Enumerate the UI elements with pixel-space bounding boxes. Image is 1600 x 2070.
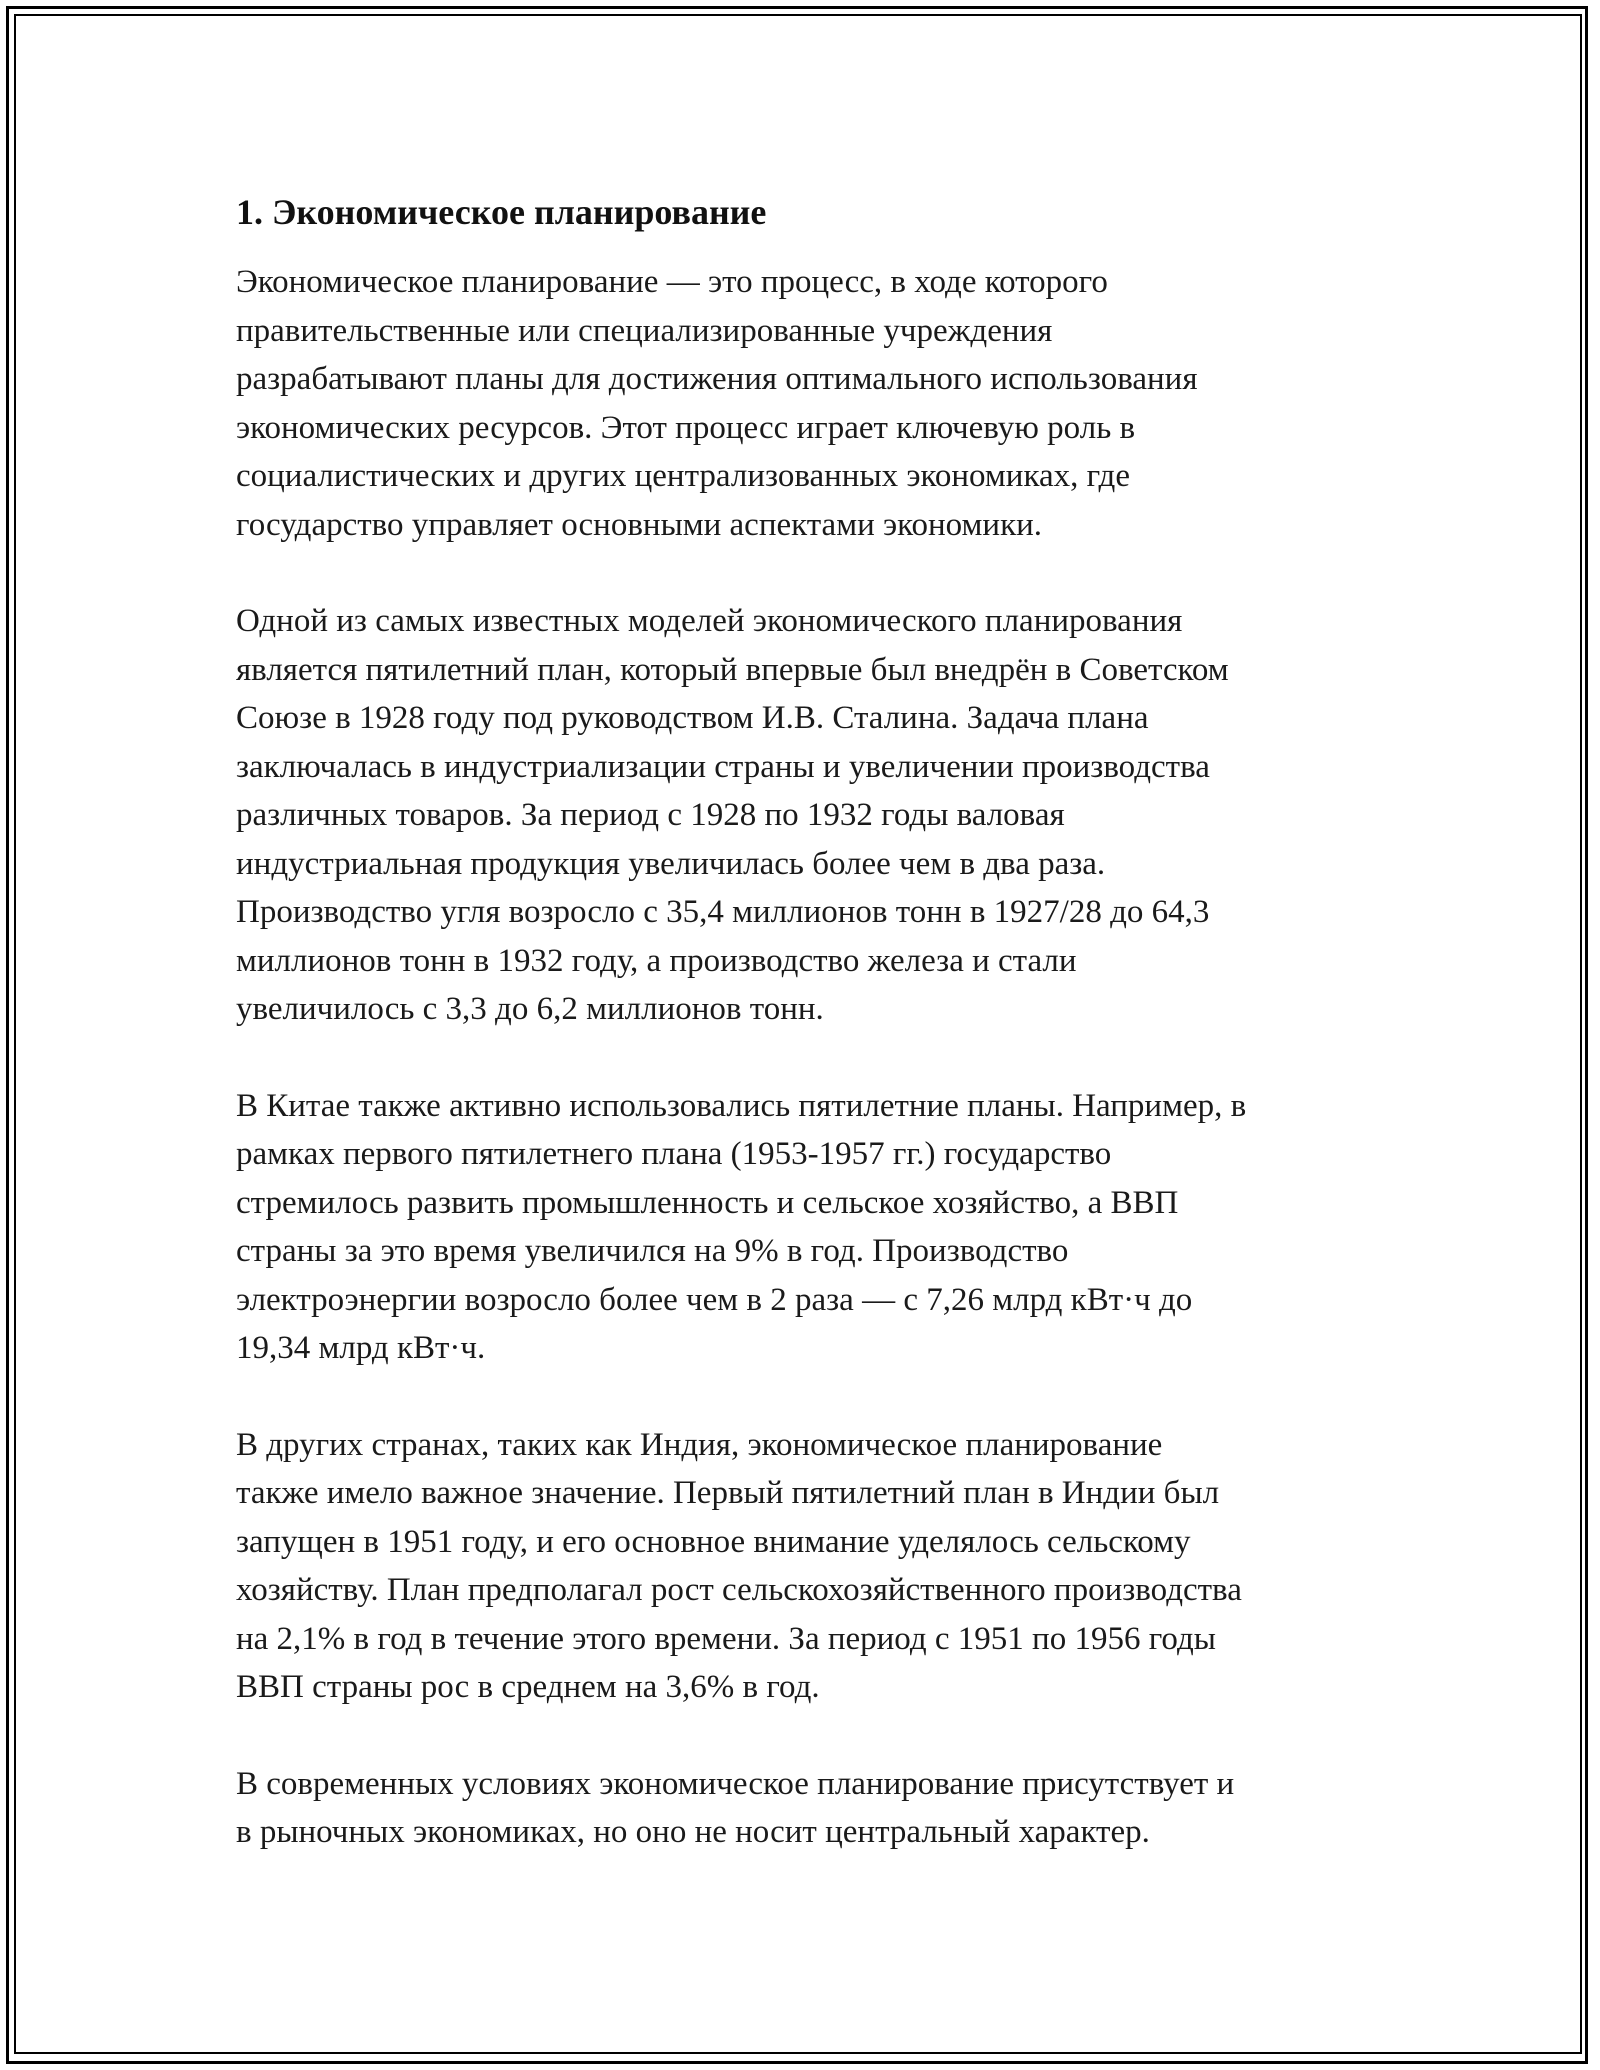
paragraph-intro: Экономическое планирование — это процесс, в ходе которого правительственные или специализированные учреждения разрабатывают планы для достижения оптимального использования экономических ресурсов. Этот процесс играет ключевую роль в социалистических и других централизованных экономиках, где государство управляет основными аспектами экономики.: [236, 264, 1198, 543]
document-body: [236, 188, 1386, 1905]
section-title: 1. Экономическое планирование: [236, 192, 767, 232]
paragraph-china-plan: В Китае также активно использовались пятилетние планы. Например, в рамках первого пятилетнего плана (1953-1957 гг.) государство стремилось развить промышленность и сельское хозяйство, а ВВП страны за это время увеличился на 9% в год. Производство электроэнергии возросло более чем в 2 раза — с 7,26 млрд кВт·ч до 19,34 млрд кВт·ч.: [236, 1087, 1247, 1366]
paragraph-india-plan: В других странах, таких как Индия, экономическое планирование также имело важное значение. Первый пятилетний план в Индии был запущен в 1951 году, и его основное внимание уделялось сельскому хозяйству. План предполагал рост сельскохозяйственного производства на 2,1% в год в течение этого времени. За период с 1951 по 1956 годы ВВП страны рос в среднем на 3,6% в год.: [236, 1426, 1242, 1705]
paragraph-modern: В современных условиях экономическое планирование присутствует и в рыночных экономиках, но оно не носит центральный характер.: [236, 1765, 1235, 1850]
paragraph-soviet-plan: Одной из самых известных моделей экономического планирования является пятилетний план, который впервые был внедрён в Советском Союзе в 1928 году под руководством И.В. Сталина. Задача плана заключалась в индустриализации страны и увеличении производства различных товаров. За период с 1928 по 1932 годы валовая индустриальная продукция увеличилась более чем в два раза. Производство угля возросло с 35,4 миллионов тонн в 1927/28 до 64,3 миллионов тонн в 1932 году, а производство железа и стали увеличилось с 3,3 до 6,2 миллионов тонн.: [236, 603, 1229, 1027]
